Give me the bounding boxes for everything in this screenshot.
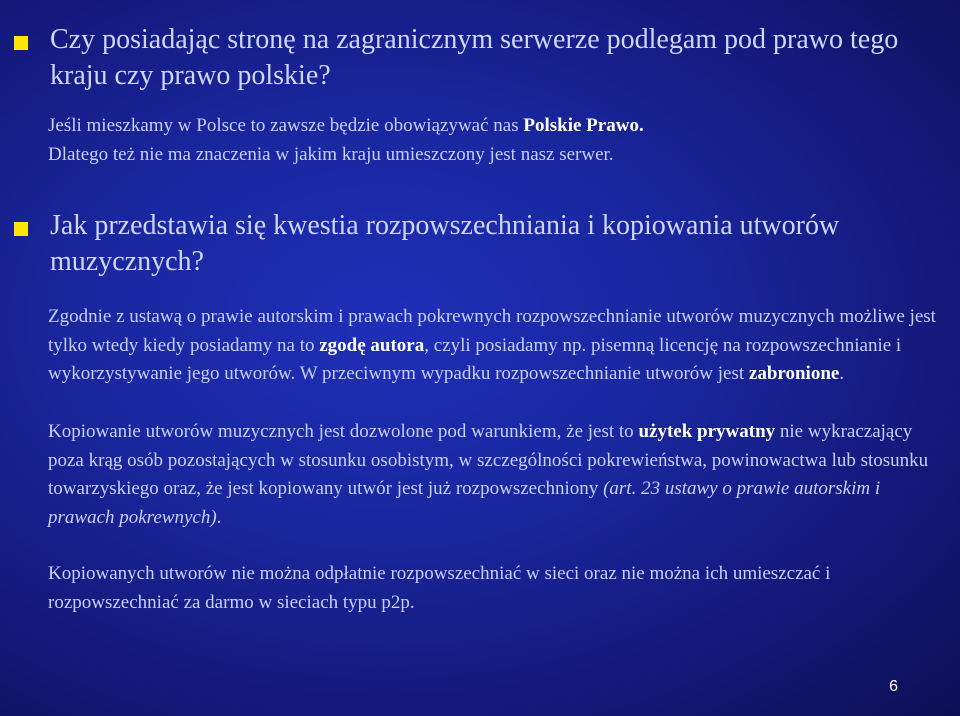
answer-1-bold: Polskie Prawo. <box>523 115 644 136</box>
answer-1-line-1: Jeśli mieszkamy w Polsce to zawsze będzie obowiązywać nas <box>48 115 524 136</box>
question-1 <box>14 22 934 94</box>
square-bullet-icon <box>14 36 28 50</box>
answer-2 <box>48 303 938 389</box>
answer-2-text-2: , czyli posiadamy np. pisemną licencję na rozpowszechnianie i wykorzystywanie jego utworów. W przeciwnym wypadku rozpowszechnianie utworów jest <box>48 334 902 384</box>
answer-1 <box>48 112 938 169</box>
answer-1-line-2: Dlatego też nie ma znaczenia w jakim kraju umieszczony jest nasz serwer. <box>48 143 614 165</box>
question-2 <box>14 208 934 280</box>
answer-2-bold-1: zgodę autora <box>319 334 425 356</box>
square-bullet-icon <box>14 222 28 236</box>
answer-3-bold-1: użytek prywatny <box>638 421 776 442</box>
answer-4 <box>48 560 938 617</box>
answer-3-citation: (art. 23 ustawy o prawie autorskim i prawach pokrewnych) <box>48 478 881 528</box>
answer-2-text-1: Zgodnie z ustawą o prawie autorskim i prawach pokrewnych rozpowszechnianie utworów muzycznych możliwe jest tylko wtedy kiedy posiadamy na to <box>48 306 936 356</box>
question-2-text: Jak przedstawia się kwestia rozpowszechniania i kopiowania utworów muzycznych? <box>50 210 840 277</box>
answer-3-text-2: nie wykraczający poza krąg osób pozostających w stosunku osobistym, w szczególności pokrewieństwa, powinowactwa lub stosunku towarzyskiego oraz, że jest kopiowany utwór jest już rozpowszechniony <box>48 421 929 499</box>
answer-2-bold-2: zabronione <box>748 363 840 384</box>
answer-3-text-3: . <box>216 506 222 528</box>
answer-3-text-1: Kopiowanie utworów muzycznych jest dozwolone pod warunkiem, że jest to <box>48 421 639 442</box>
answer-4-text: Kopiowanych utworów nie można odpłatnie rozpowszechniać w sieci oraz nie można ich umieszczać i rozpowszechniać za darmo w sieciach typu p2p. <box>48 563 831 613</box>
question-1-text: Czy posiadając stronę na zagranicznym serwerze podlegam pod prawo tego kraju czy prawo polskie? <box>50 24 899 91</box>
answer-2-text-3: . <box>839 363 845 384</box>
answer-3 <box>48 418 938 532</box>
page-number: 6 <box>889 678 898 695</box>
